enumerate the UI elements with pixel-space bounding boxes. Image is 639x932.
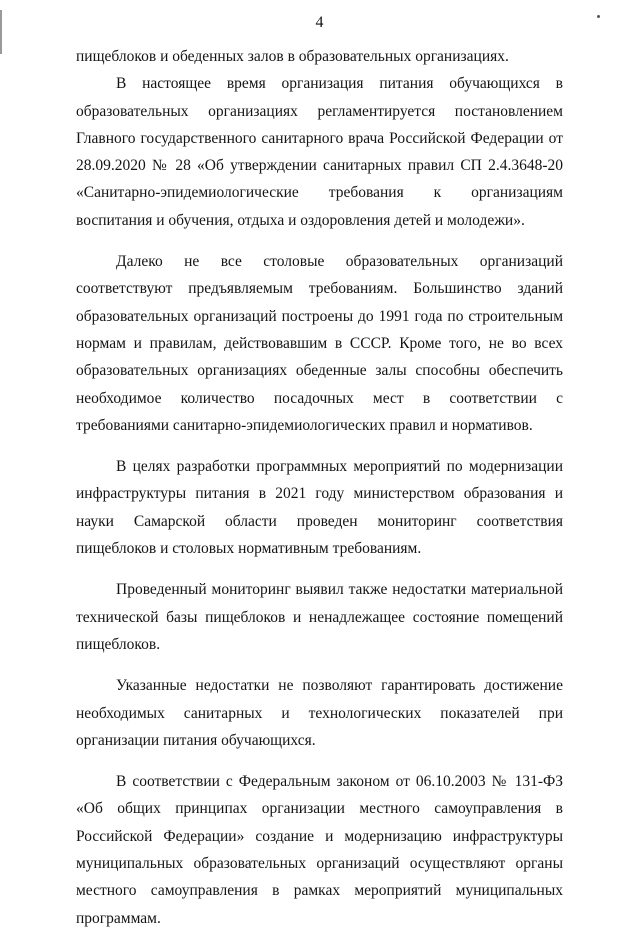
paragraph-regulation: В настоящее время организация питания обучающихся в образовательных организациях регламентируется постановлением Главного государственного санитарного врача Российской Федерации от 28.09.2020 № 28 «Об утверждении санитарных правил СП 2.4.3648-20 «Санитарно-эпидемиологические требования к организациям воспитания и обучения, отдыха и оздоровления детей и молодежи». bbox=[76, 75, 563, 229]
paragraph-canteens: Далеко не все столовые образовательных организаций соответствуют предъявляемым требованиям. Большинство зданий образовательных организаций построены до 1991 года по строительным нормам и правилам, действовавшим в СССР. Кроме того, не во всех образовательных организациях обеденные залы способны обеспечить необходимое количество посадочных мест в соответствии с требованиями санитарно-эпидемиологических правил и нормативов. bbox=[76, 253, 563, 434]
paragraph-federal-law: В соответствии с Федеральным законом от 06.10.2003 № 131-ФЗ «Об общих принципах организации местного самоуправления в Российской Федерации» создание и модернизацию инфраструктуры муниципальных образовательных организаций осуществляют органы местного самоуправления в рамках мероприятий муниципальных программам. bbox=[76, 773, 563, 927]
page-number: 4 bbox=[315, 14, 324, 31]
paragraph-monitoring: В целях разработки программных мероприятий по модернизации инфраструктуры питания в 2021 году министерством образования и науки Самарской области проведен мониторинг соответствия пищеблоков и столовых нормативным требованиям. bbox=[76, 458, 563, 558]
document-body bbox=[76, 43, 563, 932]
paragraph-continuation: пищеблоков и обеденных залов в образовательных организациях. bbox=[76, 48, 509, 65]
paragraph-guarantees: Указанные недостатки не позволяют гарантировать достижение необходимых санитарных и технологических показателей при организации питания обучающихся. bbox=[76, 677, 563, 749]
paragraph-deficiencies: Проведенный мониторинг выявил также недостатки материальной технической базы пищеблоков и ненадлежащее состояние помещений пищеблоков. bbox=[76, 581, 563, 653]
